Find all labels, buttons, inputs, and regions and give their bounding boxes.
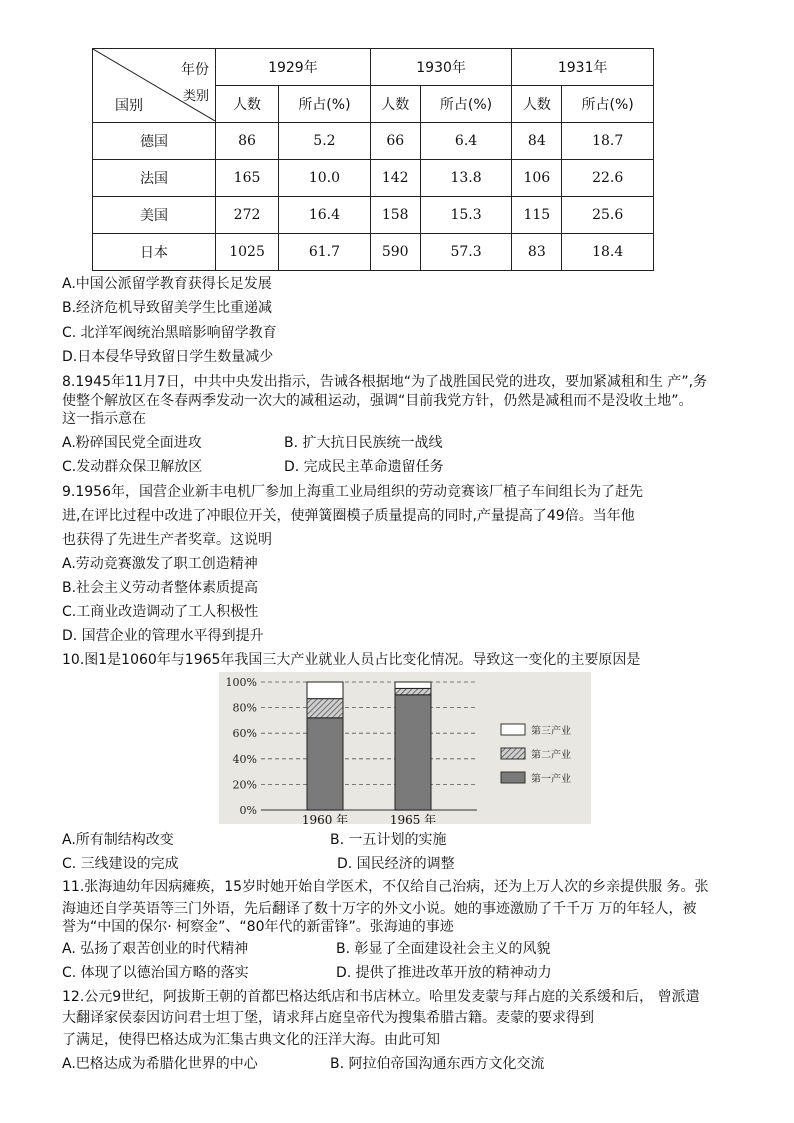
data-cell: 57.3 — [420, 234, 512, 271]
q7-option-a: A.中国公派留学教育获得长足发展 — [62, 276, 272, 292]
q10-stem-line: 10.图1是1060年与1965年我国三大产业就业人员占比变化情况。导致这一变化的主要原因是 — [62, 652, 641, 668]
data-cell: 16.4 — [279, 197, 371, 234]
data-cell: 115 — [512, 197, 562, 234]
data-cell: 272 — [216, 197, 279, 234]
data-cell: 165 — [216, 160, 279, 197]
q12-option-a: A.巴格达成为希腊化世界的中心 — [62, 1056, 258, 1072]
q10-option-d: D. 国民经济的调整 — [337, 856, 455, 872]
q7-option-c: C. 北洋军阀统治黑暗影响留学教育 — [62, 325, 277, 341]
q7-option-d: D.日本侵华导致留日学生数量减少 — [62, 349, 274, 365]
q12-stem-line: 了满足，使得巴格达成为汇集古典文化的汪洋大海。由此可知 — [62, 1032, 440, 1048]
y-tick-label: 40% — [232, 752, 257, 766]
table-corner-header — [93, 49, 216, 123]
data-cell: 66 — [370, 123, 420, 160]
q12-stem-line: 大翻译家侯泰因访问君士坦丁堡，请求拜占庭皇帝代为搜集希腊古籍。麦蒙的要求得到 — [62, 1010, 594, 1026]
y-tick-label: 20% — [232, 778, 257, 792]
year-header-1929: 1929年 — [216, 49, 371, 86]
bar-segment — [307, 682, 343, 699]
q9-option-d: D. 国营企业的管理水平得到提升 — [62, 628, 264, 644]
data-cell: 10.0 — [279, 160, 371, 197]
sub-header-count: 人数 — [512, 86, 562, 123]
data-cell: 590 — [370, 234, 420, 271]
q10-option-b: B. 一五计划的实施 — [330, 832, 447, 848]
table-row — [93, 234, 654, 271]
q9-stem-line: 也获得了先进生产者奖章。这说明 — [62, 532, 272, 548]
y-tick-label: 100% — [225, 676, 257, 689]
data-cell: 18.4 — [562, 234, 654, 271]
data-cell: 84 — [512, 123, 562, 160]
x-category-label: 1960 年 — [301, 813, 349, 824]
q10-option-a: A.所有制结构改变 — [62, 832, 174, 848]
country-cell: 法国 — [93, 160, 216, 197]
sub-header-percent: 所占(%) — [420, 86, 512, 123]
employment-structure-chart — [219, 672, 591, 824]
header-year: 年份 — [181, 62, 209, 78]
bar-segment — [307, 699, 343, 718]
q12-stem-line: 12.公元9世纪，阿拔斯王朝的首都巴格达纸店和书店林立。哈里发麦蒙与拜占庭的关系缓和后， 曾派遣 — [62, 989, 700, 1005]
data-cell: 1025 — [216, 234, 279, 271]
q11-option-d: D. 提供了推进改革开放的精神动力 — [336, 965, 552, 981]
q11-option-c: C. 体现了以德治国方略的落实 — [62, 965, 249, 981]
q11-stem-line: 11.张海迪幼年因病瘫痪，15岁时她开始自学医术，不仅给自己治病，还为上万人次的乡亲提供服 务。张 — [62, 879, 709, 895]
chart-svg — [219, 672, 591, 824]
header-country: 国别 — [115, 98, 143, 114]
q8-option-c: C.发动群众保卫解放区 — [62, 459, 203, 475]
q9-stem-line: 进,在评比过程中改进了冲眼位开关，使弹簧圈模子质量提高的同时,产量提高了49倍。当年他 — [62, 508, 635, 524]
sub-header-percent: 所占(%) — [562, 86, 654, 123]
q11-stem-line: 誉为“中国的保尔· 柯察金”、“80年代的新雷锋”。张海迪的事迹 — [62, 919, 454, 935]
q8-option-a: A.粉碎国民党全面进攻 — [62, 435, 202, 451]
legend-label: 第二产业 — [531, 750, 571, 761]
data-cell: 61.7 — [279, 234, 371, 271]
q11-stem-line: 海迪还自学英语等三门外语，先后翻译了数十万字的外文小说。她的事迹激励了千千万 万的年轻人，被 — [62, 901, 697, 917]
y-tick-label: 0% — [239, 804, 257, 817]
q12-option-b: B. 阿拉伯帝国沟通东西方文化交流 — [330, 1056, 545, 1072]
table-row — [93, 160, 654, 197]
data-cell: 86 — [216, 123, 279, 160]
q11-option-a: A. 弘扬了艰苦创业的时代精神 — [62, 941, 249, 957]
data-cell: 25.6 — [562, 197, 654, 234]
legend-swatch — [501, 772, 525, 783]
legend-label: 第三产业 — [531, 726, 571, 737]
q9-stem-line: 9.1956年，国营企业新丰电机厂参加上海重工业局组织的劳动竞赛该厂植子车间组长为了赶先 — [62, 484, 643, 500]
legend-swatch — [501, 724, 525, 735]
x-category-label: 1965 年 — [389, 813, 437, 824]
data-cell: 83 — [512, 234, 562, 271]
students-abroad-table — [92, 48, 654, 271]
data-cell: 22.6 — [562, 160, 654, 197]
country-cell: 德国 — [93, 123, 216, 160]
sub-header-count: 人数 — [216, 86, 279, 123]
year-header-1931: 1931年 — [512, 49, 654, 86]
q8-option-d: D. 完成民主革命遗留任务 — [284, 459, 444, 475]
data-cell: 142 — [370, 160, 420, 197]
bar-segment — [395, 682, 431, 688]
bar-segment — [395, 688, 431, 694]
q10-option-c: C. 三线建设的完成 — [62, 856, 179, 872]
sub-header-count: 人数 — [370, 86, 420, 123]
data-cell: 15.3 — [420, 197, 512, 234]
data-cell: 13.8 — [420, 160, 512, 197]
q8-stem-line: 这一指示意在 — [62, 411, 146, 427]
legend-label: 第一产业 — [531, 774, 571, 785]
q8-stem-line: 8.1945年11月7日，中共中央发出指示，告诫各根据地“为了战胜国民党的进攻，要加紧减租和生 产”,务 — [62, 374, 708, 390]
table-row — [93, 197, 654, 234]
bar-segment — [307, 718, 343, 810]
header-category: 类别 — [182, 89, 209, 104]
y-tick-label: 80% — [232, 701, 257, 715]
q8-option-b: B. 扩大抗日民族统一战线 — [284, 435, 443, 451]
q9-option-a: A.劳动竞赛激发了职工创造精神 — [62, 556, 258, 572]
bar-segment — [395, 695, 431, 810]
data-cell: 5.2 — [279, 123, 371, 160]
data-cell: 18.7 — [562, 123, 654, 160]
data-cell: 158 — [370, 197, 420, 234]
data-cell: 106 — [512, 160, 562, 197]
q9-option-b: B.社会主义劳动者整体素质提高 — [62, 580, 259, 596]
data-cell: 6.4 — [420, 123, 512, 160]
year-header-1930: 1930年 — [370, 49, 512, 86]
table-row — [93, 123, 654, 160]
q8-stem-line: 使整个解放区在冬春两季发动一次大的减租运动，强调“目前我党方针，仍然是减租而不是没收土地”。 — [62, 393, 693, 409]
q7-option-b: B.经济危机导致留美学生比重递减 — [62, 300, 273, 316]
country-cell: 日本 — [93, 234, 216, 271]
y-tick-label: 60% — [232, 727, 257, 741]
legend-swatch — [501, 748, 525, 759]
q11-option-b: B. 彰显了全面建设社会主义的风貌 — [336, 941, 551, 957]
country-cell: 美国 — [93, 197, 216, 234]
sub-header-percent: 所占(%) — [279, 86, 371, 123]
q9-option-c: C.工商业改造调动了工人积极性 — [62, 604, 259, 620]
